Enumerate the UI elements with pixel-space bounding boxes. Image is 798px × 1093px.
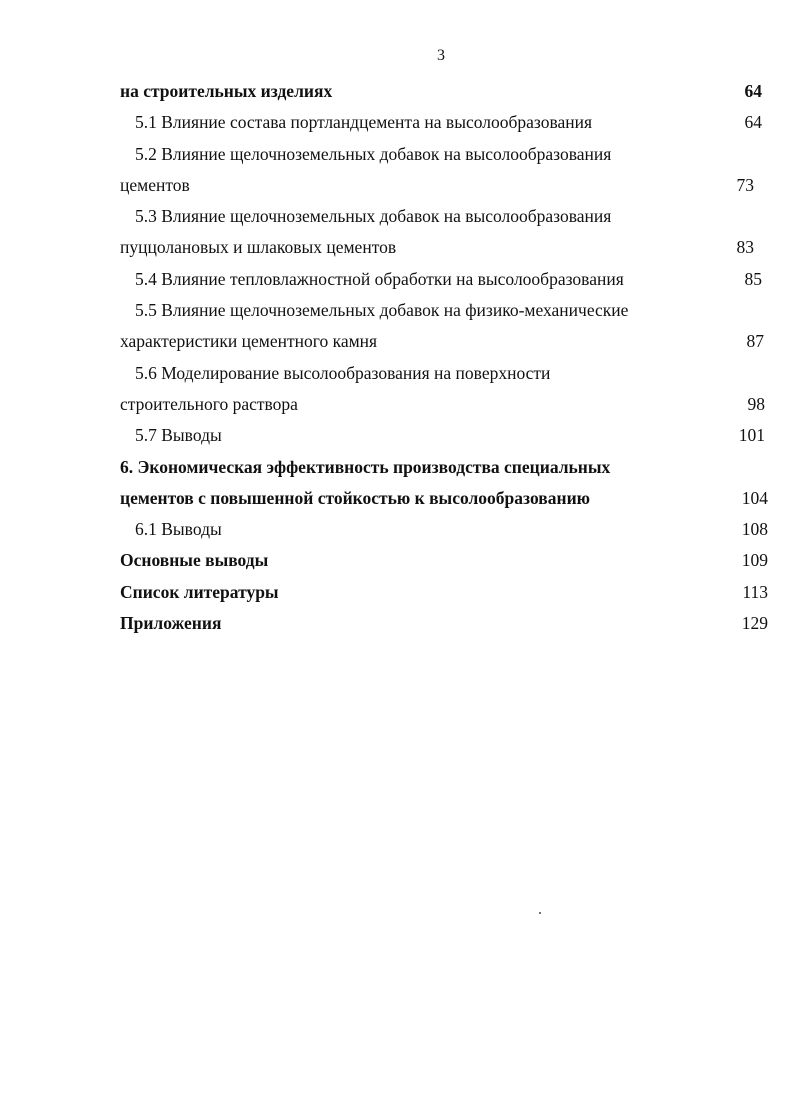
toc-entry-page: 109 bbox=[741, 550, 768, 571]
toc-entry-title: 6.1 Выводы bbox=[135, 519, 222, 540]
toc-entry-page: 73 bbox=[736, 174, 754, 195]
toc-entry-title: 5.5 Влияние щелочноземельных добавок на физико-механические bbox=[135, 300, 629, 321]
toc-entry bbox=[120, 201, 768, 232]
toc-entry-page: 129 bbox=[741, 613, 768, 634]
toc-entry-title: на строительных изделиях bbox=[120, 81, 333, 101]
toc-entry bbox=[120, 107, 768, 138]
toc-entry-title: 5.4 Влияние тепловлажностной обработки на высолообразования bbox=[135, 268, 624, 289]
toc-entry-page: 113 bbox=[742, 581, 768, 602]
toc-entry bbox=[120, 389, 768, 420]
toc-entry-title: характеристики цементного камня bbox=[120, 331, 378, 352]
toc-entry-page: 108 bbox=[741, 519, 768, 540]
toc-entry bbox=[120, 232, 768, 263]
toc-entry bbox=[120, 483, 768, 514]
toc-entry bbox=[120, 326, 768, 357]
toc-entry bbox=[120, 264, 768, 295]
toc-entry bbox=[120, 139, 768, 170]
toc-entry bbox=[120, 514, 768, 545]
toc-entry bbox=[120, 545, 768, 576]
toc-entry-title: 5.7 Выводы bbox=[135, 425, 222, 446]
toc-entry-title: цементов bbox=[120, 174, 190, 195]
toc-entry-page: 87 bbox=[746, 331, 764, 352]
toc-entry-title: 6. Экономическая эффективность производства специальных bbox=[120, 456, 611, 477]
toc-entry-title: Основные выводы bbox=[120, 550, 269, 571]
toc-entry-page: 104 bbox=[741, 487, 768, 508]
toc-entry bbox=[120, 358, 768, 389]
toc-entry-page: 101 bbox=[738, 425, 765, 446]
toc-entry-title: 5.1 Влияние состава портландцемента на высолообразования bbox=[135, 112, 593, 133]
scan-speck bbox=[539, 912, 541, 914]
toc-entry-title: 5.2 Влияние щелочноземельных добавок на высолообразования bbox=[135, 143, 612, 164]
toc-entry bbox=[120, 452, 768, 483]
toc-entry-title: 5.6 Моделирование высолообразования на поверхности bbox=[135, 362, 551, 383]
toc-entry-title: 5.3 Влияние щелочноземельных добавок на высолообразования bbox=[135, 206, 612, 227]
toc-entry-page: 83 bbox=[736, 237, 754, 258]
toc-entry-page: 64 bbox=[744, 112, 762, 133]
toc-entry-page: 85 bbox=[744, 268, 762, 289]
toc-entry-title: цементов с повышенной стойкостью к высолообразованию bbox=[120, 487, 591, 508]
toc-entry-title: пуццолановых и шлаковых цементов bbox=[120, 237, 397, 258]
toc-entry bbox=[120, 577, 768, 608]
toc-entry-title: Список литературы bbox=[120, 581, 279, 602]
toc-entry bbox=[120, 608, 768, 639]
page-number: 3 bbox=[437, 47, 445, 64]
table-of-contents bbox=[120, 76, 768, 639]
toc-entry bbox=[120, 76, 768, 107]
toc-entry-page: 64 bbox=[744, 81, 762, 101]
toc-entry-title: Приложения bbox=[120, 613, 222, 634]
toc-entry bbox=[120, 295, 768, 326]
toc-entry bbox=[120, 170, 768, 201]
toc-entry bbox=[120, 420, 768, 451]
toc-entry-page: 98 bbox=[747, 393, 765, 414]
toc-entry-title: строительного раствора bbox=[120, 393, 298, 414]
